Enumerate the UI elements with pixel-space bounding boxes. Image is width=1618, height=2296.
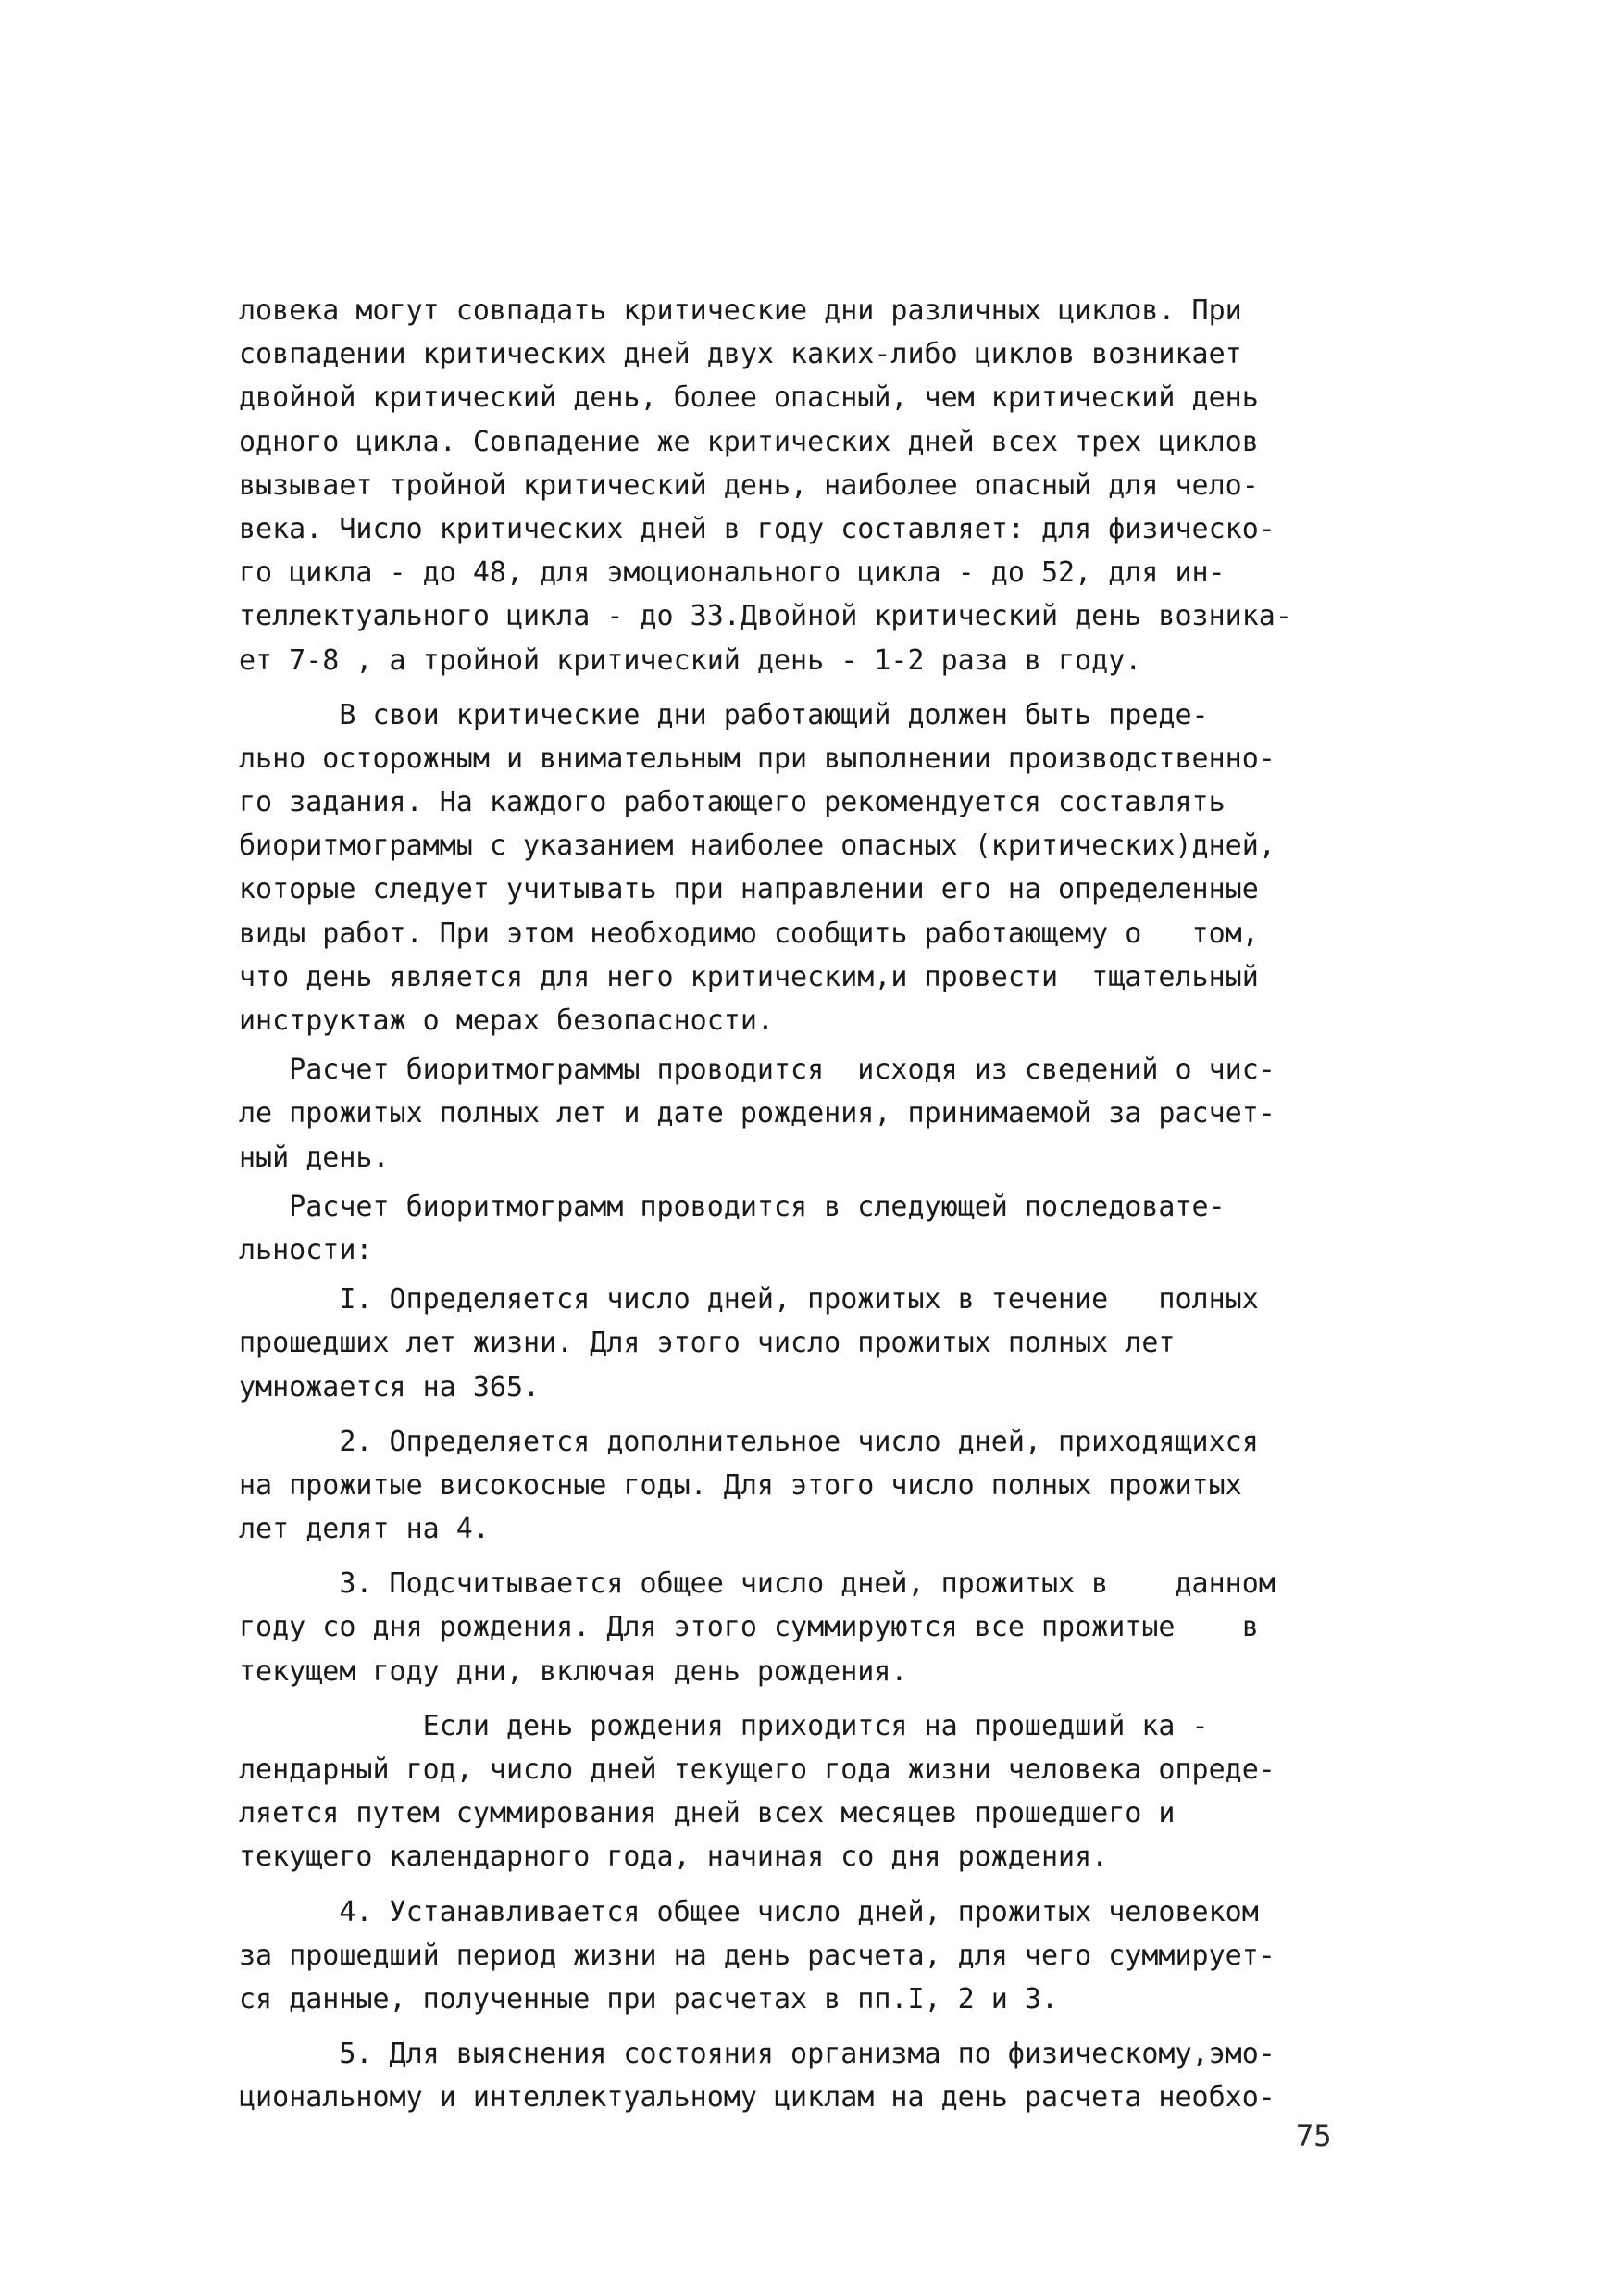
paragraph-precautions [239,693,1359,1043]
text-line: века. Число критических дней в году составляет: для физическо- [239,512,1276,545]
text-line: ся данные, полученные при расчетах в пп.I, 2 и 3. [239,1982,1059,2015]
text-line: I. Определяется число дней, прожитых в течение полных [239,1283,1259,1316]
text-line: Расчет биоритмограммы проводится исходя из сведений о чис- [239,1054,1276,1087]
text-line: ле прожитых полных лет и дате рождения, принимаемой за расчет- [239,1097,1276,1130]
text-line: 4. Устанавливается общее число дней, прожитых человеком [239,1895,1259,1928]
text-line: ловека могут совпадать критические дни различных циклов. При [239,294,1242,327]
text-line: циональному и интеллектуальному циклам на день расчета необхо- [239,2081,1276,2115]
text-line: двойной критический день, более опасный, чем критический день [239,381,1259,415]
text-line: текущем году дни, включая день рождения. [239,1654,908,1688]
step-5 [239,2032,1359,2119]
text-line: В свои критические дни работающий должен быть преде- [239,698,1209,731]
text-line: Если день рождения приходится на прошедший ка - [239,1709,1209,1742]
text-line: за прошедший период жизни на день расчета, для чего суммирует- [239,1939,1276,1972]
step-3-note [239,1704,1359,1879]
step-1 [239,1278,1359,1409]
text-line: что день является для него критическим,и провести тщательный [239,960,1259,993]
text-line: одного цикла. Совпадение же критических дней всех трех циклов [239,425,1259,458]
text-line: го задания. На каждого работающего рекомендуется составлять [239,786,1226,819]
text-line: Расчет биоритмограмм проводится в следующей последовате- [239,1190,1226,1223]
text-line: ет 7-8 , а тройной критический день - 1-2 раза в году. [239,643,1142,677]
text-line: вызывает тройной критический день, наиболее опасный для чело- [239,468,1259,502]
text-line: умножается на 365. [239,1370,541,1404]
text-line: на прожитые високосные годы. Для этого число полных прожитых [239,1468,1242,1502]
text-line: ляется путем суммирования дней всех месяцев прошедшего и [239,1797,1176,1830]
text-line: теллектуального цикла - до 33.Двойной критический день возника- [239,600,1292,633]
text-line: которые следует учитывать при направлении его на определенные [239,873,1259,906]
page-number: 75 [1296,2118,1332,2153]
text-line: текущего календарного года, начиная со дня рождения. [239,1841,1109,1874]
step-2 [239,1420,1359,1552]
body-text [239,289,1359,2120]
text-line: инструктаж о мерах безопасности. [239,1004,774,1037]
step-3 [239,1562,1359,1693]
text-line: прошедших лет жизни. Для этого число прожитых полных лет [239,1327,1176,1360]
text-line: году со дня рождения. Для этого суммируются все прожитые в [239,1611,1259,1644]
text-line: лендарный год, число дней текущего года жизни человека опреде- [239,1753,1276,1786]
paragraph-calculation-order [239,1185,1359,1272]
paragraph-critical-days [239,289,1359,682]
text-line: льности: [239,1233,373,1267]
text-line: го цикла - до 48, для эмоционального цикла - до 52, для ин- [239,556,1226,590]
text-line: 3. Подсчитывается общее число дней, прожитых в данном [239,1567,1276,1601]
text-line: виды работ. При этом необходимо сообщить работающему о том, [239,917,1259,950]
text-line: совпадении критических дней двух каких-либо циклов возникает [239,338,1242,371]
text-line: 2. Определяется дополнительное число дней, приходящихся [239,1425,1259,1458]
text-line: лет делят на 4. [239,1513,490,1546]
text-line: 5. Для выяснения состояния организма по физическому,эмо- [239,2038,1276,2071]
text-line: биоритмограммы с указанием наиболее опасных (критических)дней, [239,830,1276,863]
paragraph-calculation-basis [239,1048,1359,1179]
step-4 [239,1890,1359,2022]
text-line: ный день. [239,1141,390,1174]
text-line: льно осторожным и внимательным при выполнении производственно- [239,742,1276,775]
